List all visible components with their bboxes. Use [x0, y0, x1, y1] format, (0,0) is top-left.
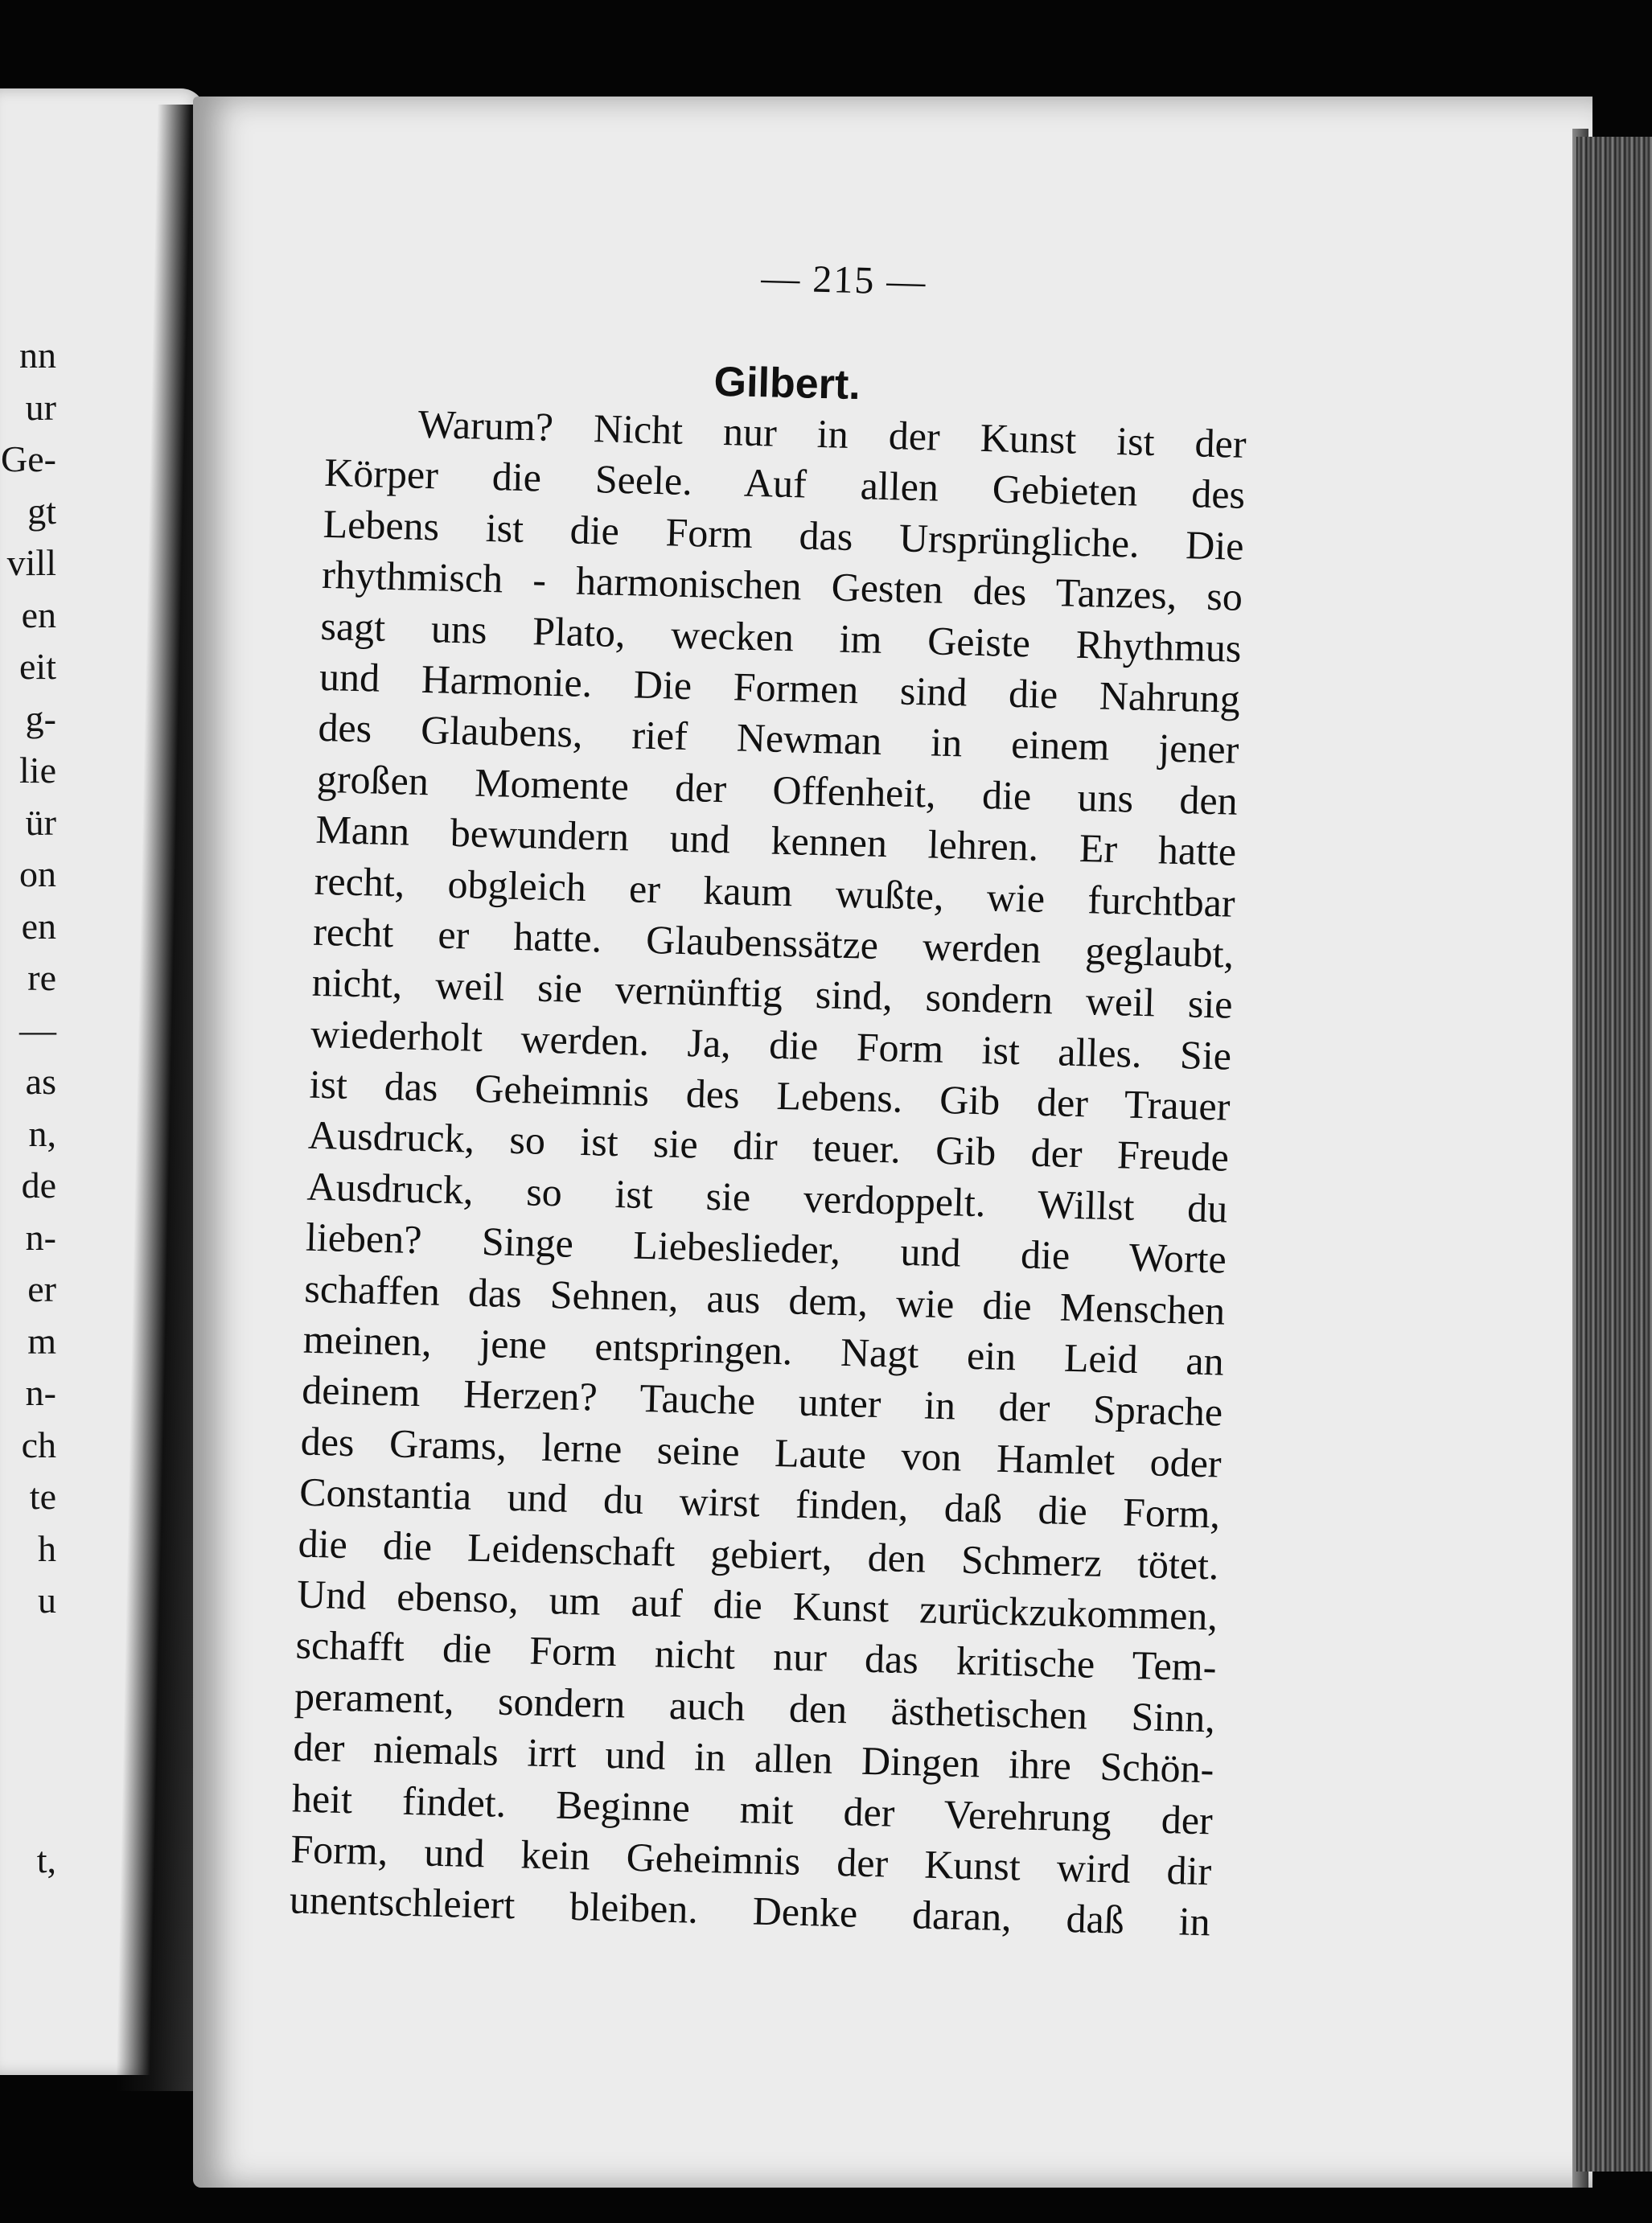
text-line: nicht, weil sie vernünftig sind, sondern weil sie	[311, 959, 1234, 1027]
left-page-line-fragment: g-	[25, 697, 56, 739]
left-page-line-fragment: ch	[21, 1424, 56, 1465]
left-page-line-fragment: u	[38, 1580, 56, 1621]
left-page-line-fragment: re	[27, 957, 56, 998]
text-line: sagt uns Plato, wecken im Geiste Rhythmus	[320, 602, 1243, 671]
left-page-line-fragment: on	[19, 853, 56, 894]
text-line: Ausdruck, so ist sie dir teuer. Gib der Freude	[307, 1112, 1230, 1181]
left-page-line-fragment: te	[29, 1476, 56, 1517]
left-page-line-fragment: ur	[25, 386, 56, 428]
text-line: meinen, jene entspringen. Nagt ein Leid an	[302, 1316, 1225, 1384]
text-line: Warum? Nicht nur in der Kunst ist der	[417, 401, 1247, 466]
text-line: schaffen das Sehnen, aus dem, wie die Menschen	[303, 1265, 1226, 1333]
page-edges-stack	[1576, 137, 1652, 2172]
text-line: der niemals irrt und in allen Dingen ihre Schön-	[292, 1724, 1214, 1792]
text-line: des Glaubens, rief Newman in einem jener	[317, 705, 1239, 773]
body-text	[289, 397, 1247, 1948]
left-page-line-fragment: er	[27, 1268, 56, 1309]
text-line: Und ebenso, um auf die Kunst zurückzukommen,	[296, 1571, 1218, 1639]
text-line: wiederholt werden. Ja, die Form ist alles. Sie	[310, 1010, 1232, 1079]
left-page-line-fragment: nn	[19, 335, 56, 376]
left-page-line-fragment: lie	[19, 750, 56, 791]
left-page-line-fragment: t,	[36, 1839, 56, 1880]
text-line: großen Momente der Offenheit, die uns den	[316, 755, 1239, 824]
text-line: deinem Herzen? Tauche unter in der Sprache	[301, 1367, 1223, 1435]
left-page-line-fragment: n-	[25, 1216, 56, 1258]
text-line: unentschleiert bleiben. Denke daran, daß in	[289, 1876, 1211, 1945]
left-page-line-fragment: h	[38, 1527, 56, 1569]
text-line: Constantia und du wirst finden, daß die Form,	[298, 1469, 1221, 1537]
left-page-text	[0, 330, 56, 1886]
left-page-line-fragment: ür	[25, 801, 56, 843]
text-line: recht, obgleich er kaum wußte, wie furchtbar	[314, 857, 1236, 926]
left-page-line-fragment	[0, 1731, 56, 1783]
text-line: und Harmonie. Die Formen sind die Nahrung	[318, 653, 1241, 721]
left-page-line-fragment: as	[25, 1061, 56, 1102]
left-page-line-fragment: de	[21, 1165, 56, 1206]
left-page-line-fragment: —	[19, 1009, 56, 1050]
page-number: — 215 —	[760, 257, 927, 304]
left-page-line-fragment	[0, 1627, 56, 1679]
left-page-line-fragment: gt	[27, 490, 56, 532]
text-line: Mann bewundern und kennen lehren. Er hatte	[314, 806, 1237, 874]
left-page-line-fragment: eit	[19, 646, 56, 687]
text-line: rhythmisch - harmonischen Gesten des Tanzes, so	[321, 552, 1243, 620]
speaker-heading: Gilbert.	[713, 358, 861, 409]
left-page-line-fragment	[0, 1679, 56, 1731]
left-page-line-fragment	[0, 1782, 56, 1835]
text-line: perament, sondern auch den ästhetischen Sinn,	[294, 1673, 1216, 1741]
text-line: heit findet. Beginne mit der Verehrung der	[291, 1774, 1214, 1843]
text-line: recht er hatte. Glaubenssätze werden geglaubt,	[312, 908, 1235, 976]
left-page-line-fragment: en	[21, 594, 56, 635]
left-page-line-fragment: n,	[28, 1112, 56, 1154]
text-line: ist das Geheimnis des Lebens. Gib der Trauer	[309, 1061, 1231, 1129]
text-line: Ausdruck, so ist sie verdoppelt. Willst du	[306, 1163, 1229, 1231]
text-line: Körper die Seele. Auf allen Gebieten des	[323, 450, 1246, 518]
left-page-line-fragment: Ge-	[1, 438, 56, 479]
left-page-line-fragment: m	[27, 1320, 56, 1362]
text-line: lieben? Singe Liebeslieder, und die Worte	[305, 1214, 1227, 1282]
text-line: die die Leidenschaft gebiert, den Schmerz tötet.	[298, 1520, 1220, 1588]
text-line: des Grams, lerne seine Laute von Hamlet oder	[300, 1418, 1223, 1486]
text-line: Lebens ist die Form das Ursprüngliche. Die	[323, 500, 1245, 569]
text-line: Form, und kein Geheimnis der Kunst wird dir	[290, 1826, 1212, 1894]
text-line: schafft die Form nicht nur das kritische Tem-	[295, 1621, 1218, 1690]
left-page-line-fragment: n-	[25, 1372, 56, 1413]
left-page-line-fragment: vill	[6, 542, 56, 583]
left-page-line-fragment: en	[21, 905, 56, 947]
